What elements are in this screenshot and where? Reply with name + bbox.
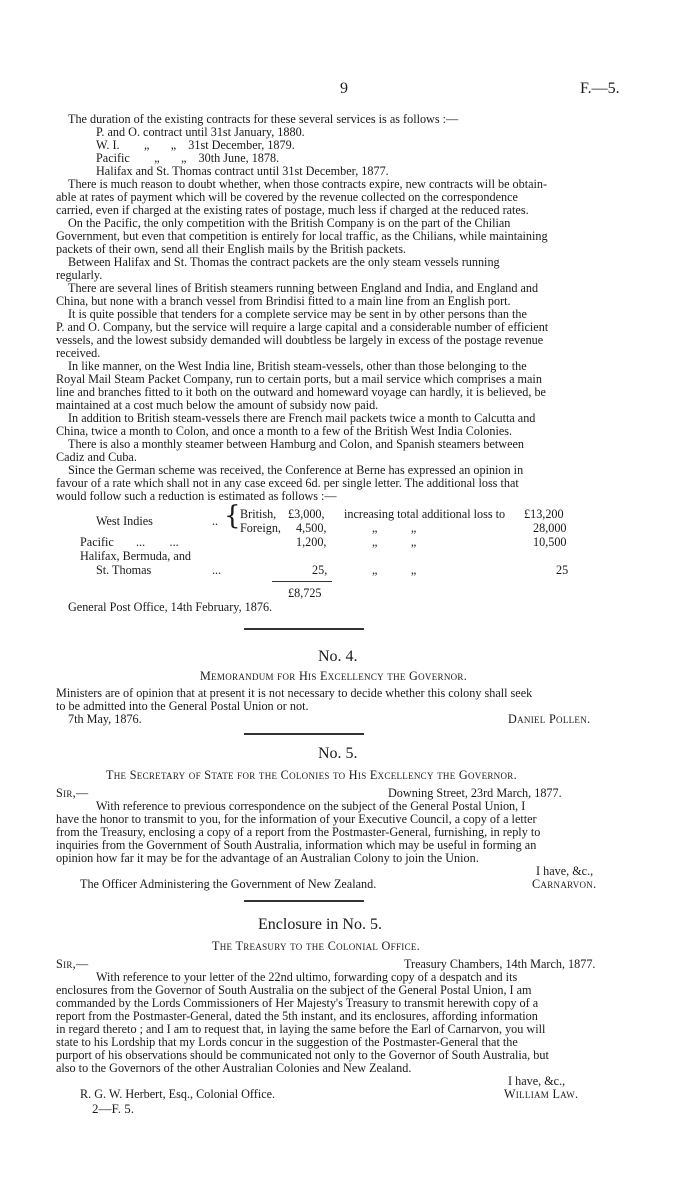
table-row-note: „ „: [372, 535, 417, 549]
no4-signature: Daniel Pollen.: [508, 712, 591, 726]
enclosure-salutation: Sir,—: [56, 957, 89, 971]
enclosure-line: commanded by the Lords Commissioners of Her Majesty's Treasury to transmit herewith copy of a: [56, 996, 539, 1010]
body-line: In like manner, on the West India line, British steam-vessels, other than those belonging to the: [68, 359, 527, 373]
body-line: vessels, and the lowest subsidy demanded will doubtless be largely in excess of the postage revenue: [56, 333, 544, 347]
body-line: Government, but even that competition is entirely for local traffic, as the Chilians, while maintaining: [56, 229, 548, 243]
section-divider: [244, 900, 364, 902]
no5-addressee: The Officer Administering the Government of New Zealand.: [80, 877, 377, 891]
page-footer-signature-mark: 2—F. 5.: [92, 1101, 134, 1116]
left-brace-icon: {: [224, 501, 241, 531]
enclosure-place-date: Treasury Chambers, 14th March, 1877.: [404, 957, 596, 971]
body-line: Royal Mail Steam Packet Company, run to certain ports, but a mail service which comprises a main: [56, 372, 542, 386]
table-row-amount: 1,200,: [296, 535, 327, 549]
no5-heading: No. 5.: [318, 745, 358, 762]
table-row-total: £13,200: [524, 507, 564, 521]
no4-subheading: Memorandum for His Excellency the Governor.: [200, 669, 468, 683]
body-line: Cadiz and Cuba.: [56, 450, 137, 464]
body-line: received.: [56, 346, 101, 360]
table-row-note: „ „: [372, 563, 417, 577]
body-line: China, but none with a branch vessel from Brindisi fitted to a main line from an English port.: [56, 294, 511, 308]
intro-line: The duration of the existing contracts for these several services is as follows :—: [68, 112, 459, 126]
enclosure-line: With reference to your letter of the 22nd ultimo, forwarding copy of a despatch and its: [96, 970, 518, 984]
body-line: line and branches fitted to it both on the outward and homeward voyage can hardly, it is believed, be: [56, 385, 546, 399]
body-line: Between Halifax and St. Thomas the contract packets are the only steam vessels running: [68, 255, 500, 269]
table-row-dots: ..: [212, 514, 219, 528]
no5-line: With reference to previous correspondence on the subject of the General Postal Union, I: [96, 799, 526, 813]
no5-place-date: Downing Street, 23rd March, 1877.: [388, 786, 562, 800]
intro-line: P. and O. contract until 31st January, 1880.: [96, 125, 305, 139]
table-row-label: St. Thomas: [96, 563, 152, 577]
enclosure-closing: I have, &c.,: [508, 1074, 566, 1088]
no4-date: 7th May, 1876.: [68, 712, 142, 726]
body-line: P. and O. Company, but the service will require a large capital and a considerable number of efficient: [56, 320, 549, 334]
table-row-total: 25: [556, 563, 569, 577]
no5-line: from the Treasury, enclosing a copy of a report from the Postmaster-General, furnishing, in reply to: [56, 825, 541, 839]
enclosure-line: also to the Governors of the other Australian Colonies and New Zealand.: [56, 1061, 412, 1075]
table-row-amount: 4,500,: [296, 521, 327, 535]
enclosure-line: report from the Postmaster-General, dated the 5th instant, and its enclosures, affording information: [56, 1009, 538, 1023]
enclosure-subheading: The Treasury to the Colonial Office.: [212, 939, 421, 953]
body-line: packets of their own, send all their English mails by the British packets.: [56, 242, 406, 256]
body-line: It is quite possible that tenders for a complete service may be sent in by other persons than the: [68, 307, 527, 321]
body-line: On the Pacific, the only competition with the British Company is on the part of the Chilian: [68, 216, 511, 230]
table-row-sub: Foreign,: [240, 521, 281, 535]
no5-subheading: The Secretary of State for the Colonies to His Excellency the Governor.: [106, 768, 517, 782]
gpo-date-line: General Post Office, 14th February, 1876.: [68, 600, 273, 614]
body-line: able at rates of payment which will be covered by the revenue collected on the correspondence: [56, 190, 518, 204]
body-line: China, twice a month to Colon, and once a month to a few of the British West India Colonies.: [56, 424, 513, 438]
table-row-label: Halifax, Bermuda, and: [80, 549, 192, 563]
body-line: There are several lines of British steamers running between England and India, and England and: [68, 281, 539, 295]
body-line: carried, even if charged at the existing rates of postage, much less if charged at the reduced rates.: [56, 203, 529, 217]
enclosure-line: state to his Lordship that my Lords concur in the suggestion of the Postmaster-General that the: [56, 1035, 518, 1049]
table-row-label: West Indies: [96, 514, 153, 528]
table-row-note: increasing total additional loss to: [344, 507, 506, 521]
section-divider: [244, 628, 364, 630]
intro-line: Pacific „ „ 30th June, 1878.: [96, 151, 280, 165]
enclosure-line: in regard thereto ; and I am to request that, in laying the same before the Earl of Carnarvon, you will: [56, 1022, 546, 1036]
body-line: would follow such a reduction is estimated as follows :—: [56, 489, 337, 503]
no5-line: opinion how far it may be for the advantage of an Australian Colony to join the Union.: [56, 851, 479, 865]
enclosure-line: enclosures from the Governor of South Australia on the subject of the General Postal Union, I am: [56, 983, 532, 997]
no4-heading: No. 4.: [318, 648, 358, 665]
sum-rule: [272, 581, 332, 582]
no5-signature: Carnarvon.: [532, 877, 597, 891]
body-line: Since the German scheme was received, the Conference at Berne has expressed an opinion in: [68, 463, 524, 477]
body-line: There is much reason to doubt whether, when those contracts expire, new contracts will be obtain-: [68, 177, 548, 191]
table-row-total: 28,000: [533, 521, 567, 535]
enclosure-line: purport of his observations should be communicated not only to the Governor of South Australia, but: [56, 1048, 549, 1062]
no4-line: Ministers are of opinion that at present it is not necessary to decide whether this colony shall seek: [56, 686, 533, 700]
table-row-amount: 25,: [312, 563, 328, 577]
table-row-dots: ...: [212, 563, 222, 577]
table-row-sub: British,: [240, 507, 277, 521]
body-line: regularly.: [56, 268, 103, 282]
body-line: In addition to British steam-vessels there are French mail packets twice a month to Calcutta and: [68, 411, 536, 425]
page-number: 9: [340, 80, 348, 97]
table-sum: £8,725: [288, 586, 322, 600]
table-row-amount: £3,000,: [288, 507, 325, 521]
no4-line: to be admitted into the General Postal Union or not.: [56, 699, 309, 713]
intro-line: W. I. „ „ 31st December, 1879.: [96, 138, 295, 152]
enclosure-addressee: R. G. W. Herbert, Esq., Colonial Office.: [80, 1087, 276, 1101]
document-code: F.—5.: [580, 80, 620, 97]
no5-closing: I have, &c.,: [536, 864, 594, 878]
table-row-label: Pacific: [80, 535, 114, 549]
table-row-total: 10,500: [533, 535, 567, 549]
intro-line: Halifax and St. Thomas contract until 31st December, 1877.: [96, 164, 389, 178]
body-line: There is also a monthly steamer between Hamburg and Colon, and Spanish steamers between: [68, 437, 525, 451]
body-line: maintained at a cost much below the amount of subsidy now paid.: [56, 398, 379, 412]
section-divider: [244, 733, 364, 735]
table-row-dots: ... ...: [136, 535, 179, 549]
no5-line: have the honor to transmit to you, for the information of your Executive Council, a copy of a letter: [56, 812, 537, 826]
no5-salutation: Sir,—: [56, 786, 89, 800]
body-line: favour of a rate which shall not in any case exceed 6d. per single letter. The additional loss that: [56, 476, 519, 490]
no5-line: inquiries from the Government of South Australia, information which may be useful in forming an: [56, 838, 537, 852]
table-row-note: „ „: [372, 521, 417, 535]
enclosure-heading: Enclosure in No. 5.: [258, 916, 382, 933]
enclosure-signature: William Law.: [504, 1087, 579, 1101]
